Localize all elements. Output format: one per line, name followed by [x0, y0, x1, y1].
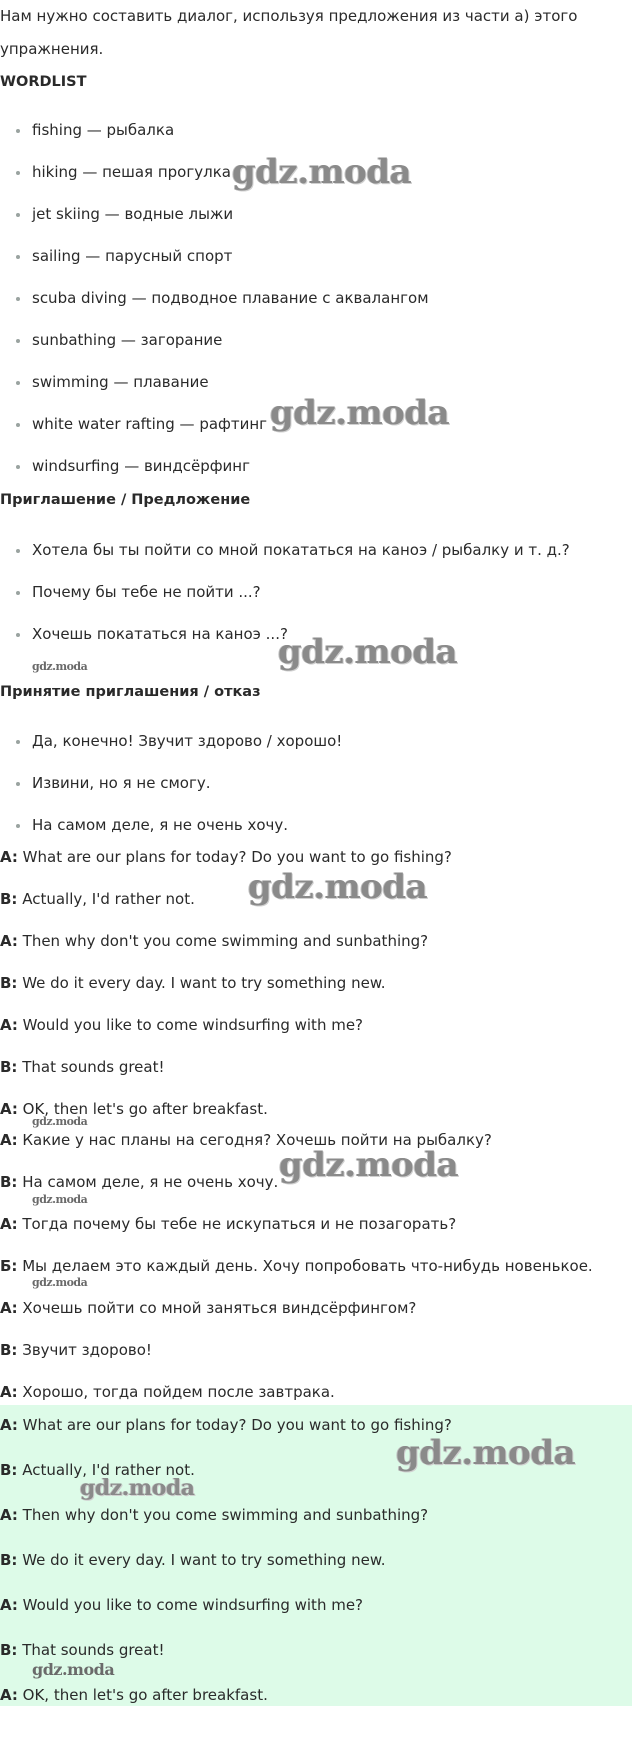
wordlist-heading: WORDLIST: [0, 74, 87, 90]
bullet-icon: [16, 297, 20, 301]
speaker-label: Б:: [0, 1257, 18, 1275]
bullet-icon: [16, 423, 20, 427]
bullet-icon: [16, 824, 20, 828]
list-item: jet skiing — водные лыжи: [32, 205, 234, 223]
dialog-text: We do it every day. I want to try something new.: [17, 974, 386, 992]
bullet-icon: [16, 782, 20, 786]
dialog-text: Мы делаем это каждый день. Хочу попробовать что-нибудь новенькое.: [17, 1257, 593, 1275]
intro-line-2: упражнения.: [0, 40, 104, 58]
intro-line-1: Нам нужно составить диалог, используя предложения из части а) этого: [0, 7, 578, 25]
speaker-label: A:: [0, 848, 18, 866]
list-item: windsurfing — виндсёрфинг: [32, 457, 250, 475]
bullet-icon: [16, 549, 20, 553]
dialog-text: Then why don't you come swimming and sunbathing?: [17, 932, 429, 950]
watermark-logo: gdz.moda: [279, 1145, 459, 1185]
dialog-text: That sounds great!: [17, 1641, 165, 1659]
dialog-text: Actually, I'd rather not.: [17, 1461, 195, 1479]
bullet-icon: [16, 465, 20, 469]
bullet-icon: [16, 255, 20, 259]
list-item: swimming — плавание: [32, 373, 209, 391]
dialog-line: [0, 1214, 456, 1234]
list-item: hiking — пешая прогулка: [32, 163, 231, 181]
dialog-line: [0, 973, 385, 993]
dialog-text: Actually, I'd rather not.: [17, 890, 195, 908]
speaker-label: А:: [0, 1131, 18, 1149]
dialog-line: [0, 1415, 452, 1435]
dialog-line: [0, 1172, 278, 1192]
speaker-label: A:: [0, 1506, 18, 1524]
dialog-line: [0, 1685, 268, 1705]
speaker-label: A:: [0, 1100, 18, 1118]
list-item: sunbathing — загорание: [32, 331, 223, 349]
speaker-label: B:: [0, 1461, 18, 1479]
speaker-label: A:: [0, 932, 18, 950]
watermark-logo: gdz.moda: [270, 393, 450, 433]
dialog-text: Would you like to come windsurfing with me?: [17, 1596, 364, 1614]
dialog-text: That sounds great!: [17, 1058, 165, 1076]
watermark-logo: gdz.moda: [278, 632, 458, 672]
invitation-heading: Приглашение / Предложение: [0, 492, 251, 508]
bullet-icon: [16, 213, 20, 217]
dialog-line: [0, 1640, 165, 1660]
dialog-line: [0, 1595, 363, 1615]
watermark-logo: gdz.moda: [232, 152, 412, 192]
dialog-text: Звучит здорово!: [17, 1341, 152, 1359]
speaker-label: B:: [0, 1551, 18, 1569]
list-item: Хочешь покататься на каноэ ...?: [32, 625, 288, 643]
bullet-icon: [16, 591, 20, 595]
watermark-logo: gdz.moda: [248, 867, 428, 907]
dialog-text: We do it every day. I want to try something new.: [17, 1551, 386, 1569]
speaker-label: A:: [0, 1416, 18, 1434]
dialog-text: Какие у нас планы на сегодня? Хочешь пойти на рыбалку?: [17, 1131, 492, 1149]
bullet-icon: [16, 381, 20, 385]
speaker-label: А:: [0, 1383, 18, 1401]
dialog-text: Тогда почему бы тебе не искупаться и не позагорать?: [17, 1215, 457, 1233]
bullet-icon: [16, 740, 20, 744]
list-item: white water rafting — рафтинг: [32, 415, 268, 433]
watermark-logo: gdz.moda: [80, 1475, 195, 1501]
dialog-line: [0, 847, 452, 867]
speaker-label: A:: [0, 1016, 18, 1034]
list-item: Почему бы тебе не пойти ...?: [32, 583, 261, 601]
dialog-text: OK, then let's go after breakfast.: [17, 1100, 268, 1118]
list-item: sailing — парусный спорт: [32, 247, 233, 265]
dialog-line: [0, 1256, 593, 1276]
watermark-logo: gdz.moda: [32, 660, 88, 673]
dialog-line: [0, 1550, 385, 1570]
bullet-icon: [16, 171, 20, 175]
watermark-logo: gdz.moda: [32, 1276, 88, 1289]
speaker-label: А:: [0, 1215, 18, 1233]
dialog-text: What are our plans for today? Do you want to go fishing?: [17, 1416, 452, 1434]
bullet-icon: [16, 633, 20, 637]
dialog-text: Хорошо, тогда пойдем после завтрака.: [17, 1383, 335, 1401]
dialog-line: [0, 1505, 428, 1525]
watermark-logo: gdz.moda: [32, 1193, 88, 1206]
dialog-text: Хочешь пойти со мной заняться виндсёрфингом?: [17, 1299, 417, 1317]
dialog-line: [0, 1057, 165, 1077]
dialog-line: [0, 1382, 335, 1402]
watermark-logo: gdz.moda: [32, 1115, 88, 1128]
speaker-label: В:: [0, 1173, 18, 1191]
dialog-text: What are our plans for today? Do you want to go fishing?: [17, 848, 452, 866]
speaker-label: B:: [0, 1641, 18, 1659]
bullet-icon: [16, 129, 20, 133]
watermark-logo: gdz.moda: [32, 1660, 115, 1679]
list-item: scuba diving — подводное плавание с аквалангом: [32, 289, 429, 307]
bullet-icon: [16, 339, 20, 343]
speaker-label: B:: [0, 890, 18, 908]
speaker-label: А:: [0, 1299, 18, 1317]
speaker-label: A:: [0, 1686, 18, 1704]
dialog-line: [0, 889, 195, 909]
dialog-text: Would you like to come windsurfing with me?: [17, 1016, 364, 1034]
speaker-label: A:: [0, 1596, 18, 1614]
list-item: fishing — рыбалка: [32, 121, 175, 139]
dialog-line: [0, 1298, 416, 1318]
speaker-label: B:: [0, 974, 18, 992]
dialog-text: На самом деле, я не очень хочу.: [17, 1173, 279, 1191]
watermark-logo: gdz.moda: [396, 1433, 576, 1473]
list-item: Хотела бы ты пойти со мной покататься на каноэ / рыбалку и т. д.?: [32, 541, 570, 559]
dialog-line: [0, 1340, 152, 1360]
dialog-text: Then why don't you come swimming and sunbathing?: [17, 1506, 429, 1524]
list-item: Извини, но я не смогу.: [32, 774, 211, 792]
list-item: На самом деле, я не очень хочу.: [32, 816, 289, 834]
dialog-line: [0, 931, 428, 951]
speaker-label: B:: [0, 1058, 18, 1076]
response-heading: Принятие приглашения / отказ: [0, 684, 261, 700]
speaker-label: В:: [0, 1341, 18, 1359]
dialog-line: [0, 1015, 363, 1035]
dialog-text: OK, then let's go after breakfast.: [17, 1686, 268, 1704]
list-item: Да, конечно! Звучит здорово / хорошо!: [32, 732, 343, 750]
